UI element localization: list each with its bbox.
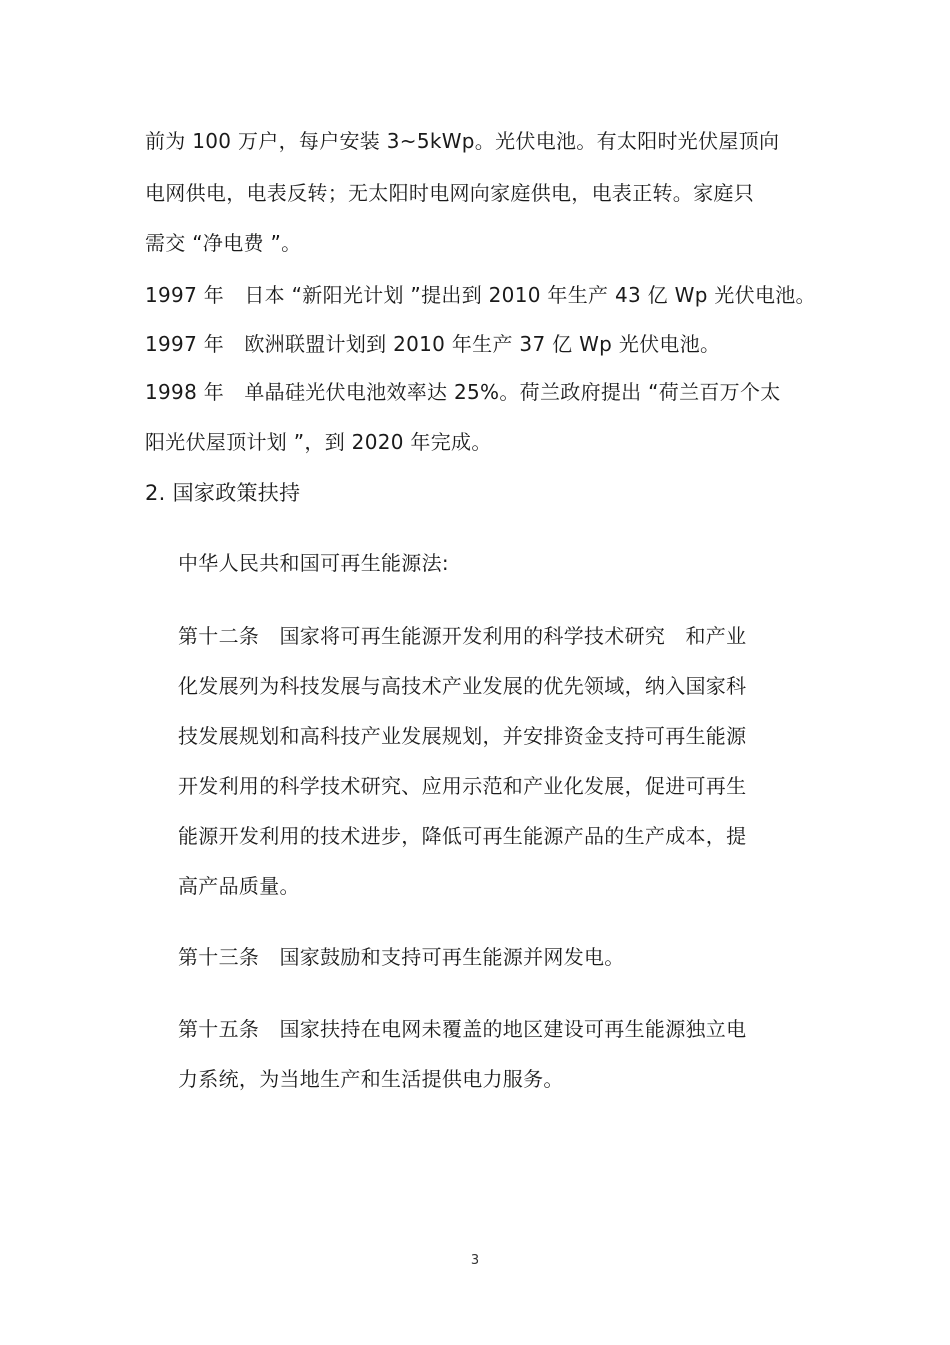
article-12-line: 开发利用的科学技术研究、应用示范和产业化发展，促进可再生 bbox=[178, 774, 747, 798]
body-text-line: 需交 “净电费 ”。 bbox=[145, 231, 302, 255]
article-12-line: 能源开发利用的技术进步，降低可再生能源产品的生产成本，提 bbox=[178, 824, 747, 848]
timeline-entry: 1997 年 日本 “新阳光计划 ”提出到 2010 年生产 43 亿 Wp 光伏电池。 bbox=[145, 283, 816, 307]
article-13-line: 第十三条 国家鼓励和支持可再生能源并网发电。 bbox=[178, 945, 625, 969]
section-heading: 2. 国家政策扶持 bbox=[145, 481, 301, 505]
body-text-line: 前为 100 万户，每户安装 3~5kWp。光伏电池。有太阳时光伏屋顶向 bbox=[145, 129, 780, 153]
timeline-entry: 阳光伏屋顶计划 ”，到 2020 年完成。 bbox=[145, 430, 492, 454]
article-15-line: 力系统，为当地生产和生活提供电力服务。 bbox=[178, 1067, 564, 1091]
body-text-line: 电网供电，电表反转；无太阳时电网向家庭供电，电表正转。家庭只 bbox=[145, 181, 754, 205]
article-12-line: 第十二条 国家将可再生能源开发利用的科学技术研究 和产业 bbox=[178, 624, 747, 648]
timeline-entry: 1998 年 单晶硅光伏电池效率达 25%。荷兰政府提出 “荷兰百万个太 bbox=[145, 380, 781, 404]
article-15-line: 第十五条 国家扶持在电网未覆盖的地区建设可再生能源独立电 bbox=[178, 1017, 747, 1041]
article-12-line: 高产品质量。 bbox=[178, 874, 300, 898]
article-12-line: 化发展列为科技发展与高技术产业发展的优先领域，纳入国家科 bbox=[178, 674, 747, 698]
law-title: 中华人民共和国可再生能源法: bbox=[178, 551, 449, 575]
article-12-line: 技发展规划和高科技产业发展规划，并安排资金支持可再生能源 bbox=[178, 724, 747, 748]
page-number: 3 bbox=[470, 1253, 480, 1268]
timeline-entry: 1997 年 欧洲联盟计划到 2010 年生产 37 亿 Wp 光伏电池。 bbox=[145, 332, 721, 356]
